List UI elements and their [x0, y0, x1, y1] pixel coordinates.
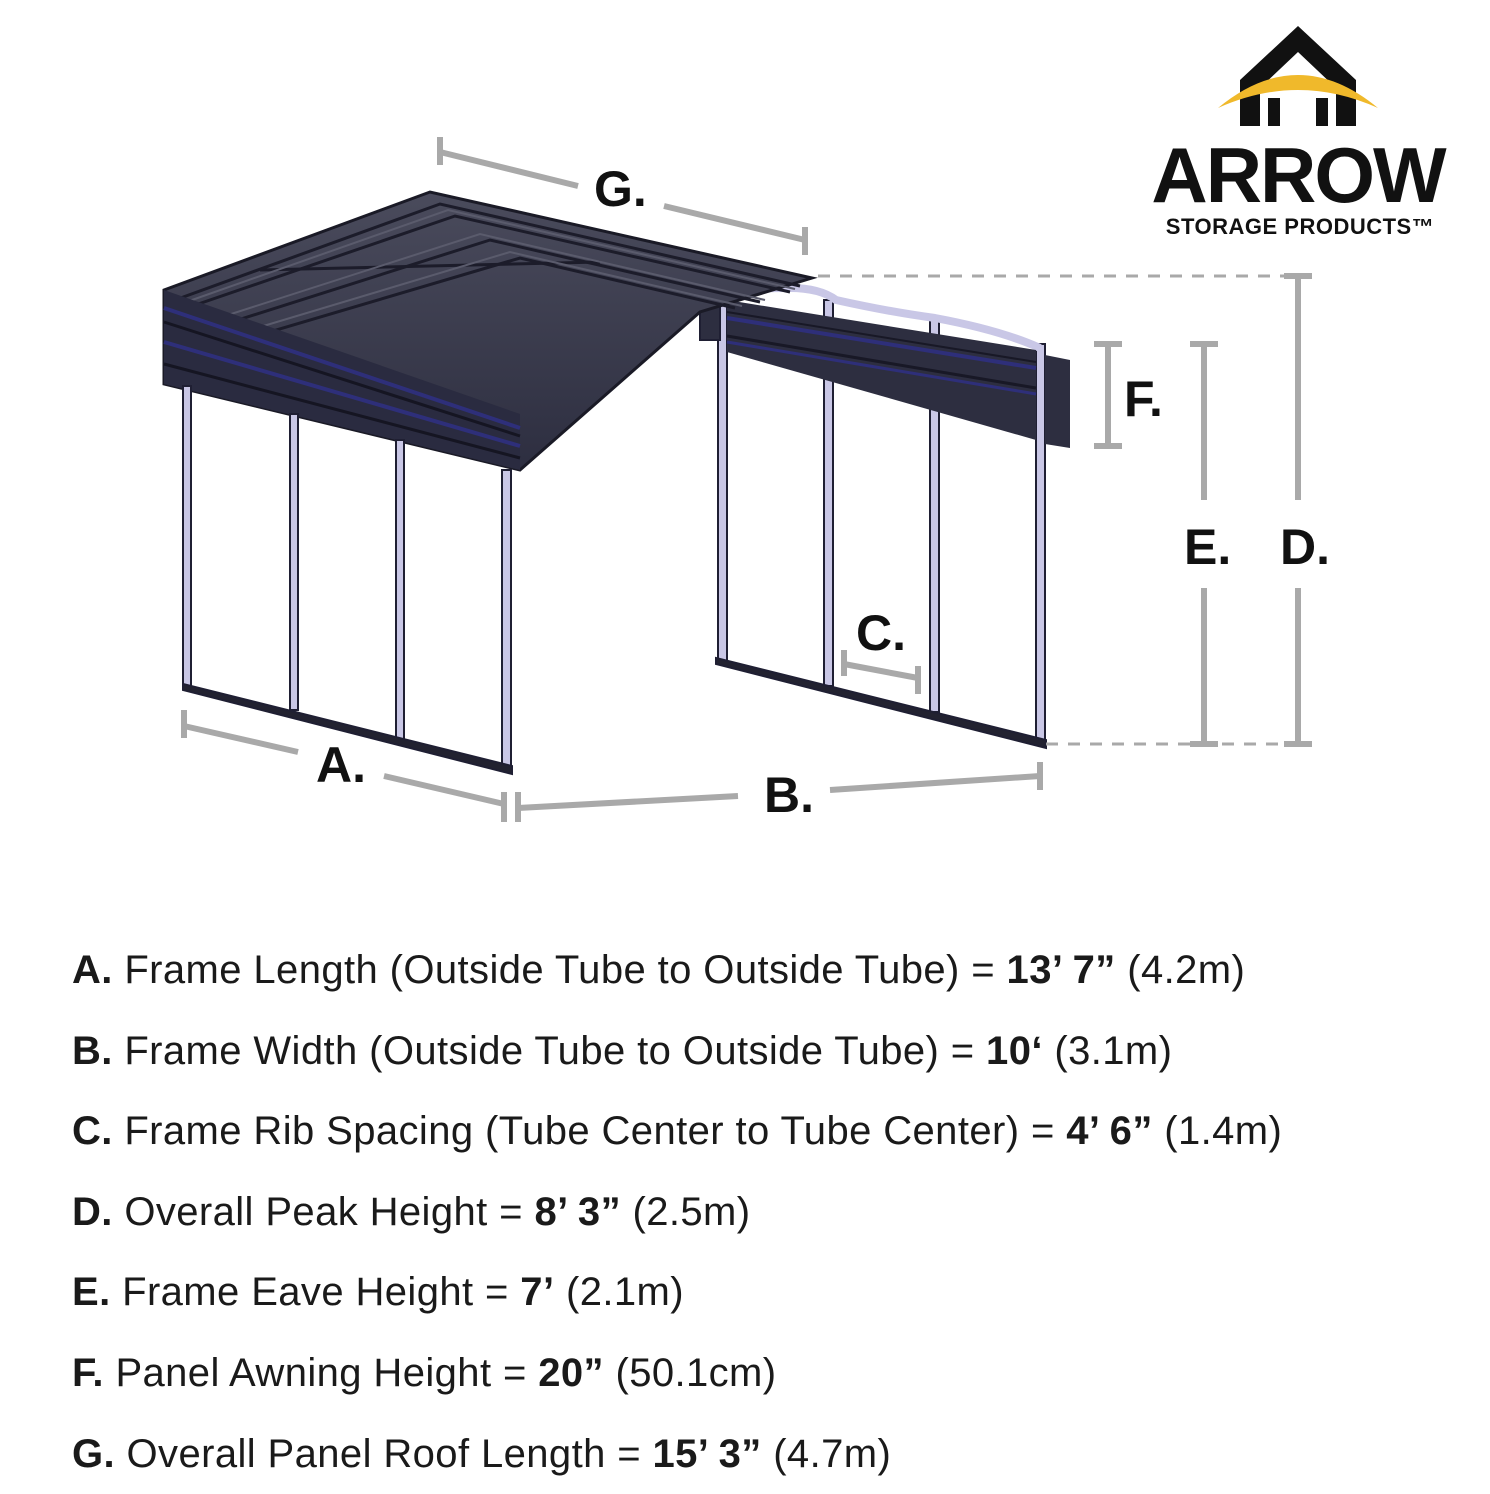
front-post — [502, 470, 511, 770]
label-d: D. — [1280, 519, 1330, 575]
back-awning-panel-right — [1045, 355, 1070, 448]
spec-description: Overall Peak Height = — [124, 1189, 523, 1234]
spec-key: D. — [72, 1189, 113, 1234]
spec-metric: (4.7m) — [773, 1431, 892, 1476]
label-b: B. — [764, 767, 814, 823]
spec-description: Overall Panel Roof Length = — [126, 1431, 641, 1476]
spec-metric: (50.1cm) — [615, 1350, 777, 1395]
spec-description: Frame Eave Height = — [122, 1270, 509, 1315]
spec-value: 4’ 6” — [1066, 1109, 1153, 1154]
spec-description: Frame Rib Spacing (Tube Center to Tube Center) = — [124, 1109, 1055, 1154]
spec-row — [72, 1011, 1472, 1092]
spec-metric: (4.2m) — [1127, 948, 1246, 992]
spec-row — [72, 1252, 1472, 1333]
front-post — [290, 414, 298, 710]
carport — [164, 192, 1070, 774]
spec-value: 7’ — [520, 1270, 555, 1315]
spec-key: G. — [72, 1431, 116, 1476]
spec-row — [72, 1172, 1472, 1253]
spec-metric: (2.1m) — [565, 1270, 684, 1315]
back-frame — [700, 288, 1070, 748]
spec-metric: (3.1m) — [1054, 1028, 1173, 1073]
logo-brand: ARROW — [1151, 131, 1445, 219]
spec-description: Frame Length (Outside Tube to Outside Tube) = — [124, 948, 996, 992]
arrow-logo — [1151, 26, 1447, 239]
spec-metric: (1.4m) — [1164, 1109, 1283, 1154]
spec-value: 20” — [538, 1350, 604, 1395]
label-a: A. — [316, 737, 366, 793]
spec-row — [72, 1333, 1472, 1414]
house-door-right — [1316, 98, 1328, 126]
spec-key: A. — [72, 948, 113, 992]
spec-row — [72, 1091, 1472, 1172]
back-post — [718, 300, 727, 662]
spec-key: C. — [72, 1109, 113, 1154]
front-post — [183, 386, 191, 686]
spec-metric: (2.5m) — [632, 1189, 751, 1234]
label-e: E. — [1184, 519, 1232, 575]
spec-value: 15’ 3” — [652, 1431, 762, 1476]
spec-key: B. — [72, 1028, 113, 1073]
back-post — [1036, 344, 1045, 744]
label-f: F. — [1124, 371, 1163, 427]
spec-value: 10‘ — [986, 1028, 1043, 1073]
spec-description: Panel Awning Height = — [115, 1350, 527, 1395]
spec-list — [72, 930, 1472, 1494]
back-awning-panel — [727, 300, 1036, 440]
spec-key: F. — [72, 1350, 104, 1395]
spec-row — [72, 930, 1472, 1011]
spec-value: 13’ 7” — [1006, 948, 1116, 992]
spec-value: 8’ 3” — [534, 1189, 621, 1234]
logo-tagline: STORAGE PRODUCTS™ — [1165, 214, 1435, 239]
spec-key: E. — [72, 1270, 111, 1315]
spec-description: Frame Width (Outside Tube to Outside Tube) = — [124, 1028, 975, 1073]
label-c: C. — [856, 605, 906, 661]
spec-row — [72, 1414, 1472, 1494]
label-g: G. — [594, 161, 647, 217]
house-door-left — [1268, 98, 1280, 126]
front-post — [396, 440, 404, 740]
